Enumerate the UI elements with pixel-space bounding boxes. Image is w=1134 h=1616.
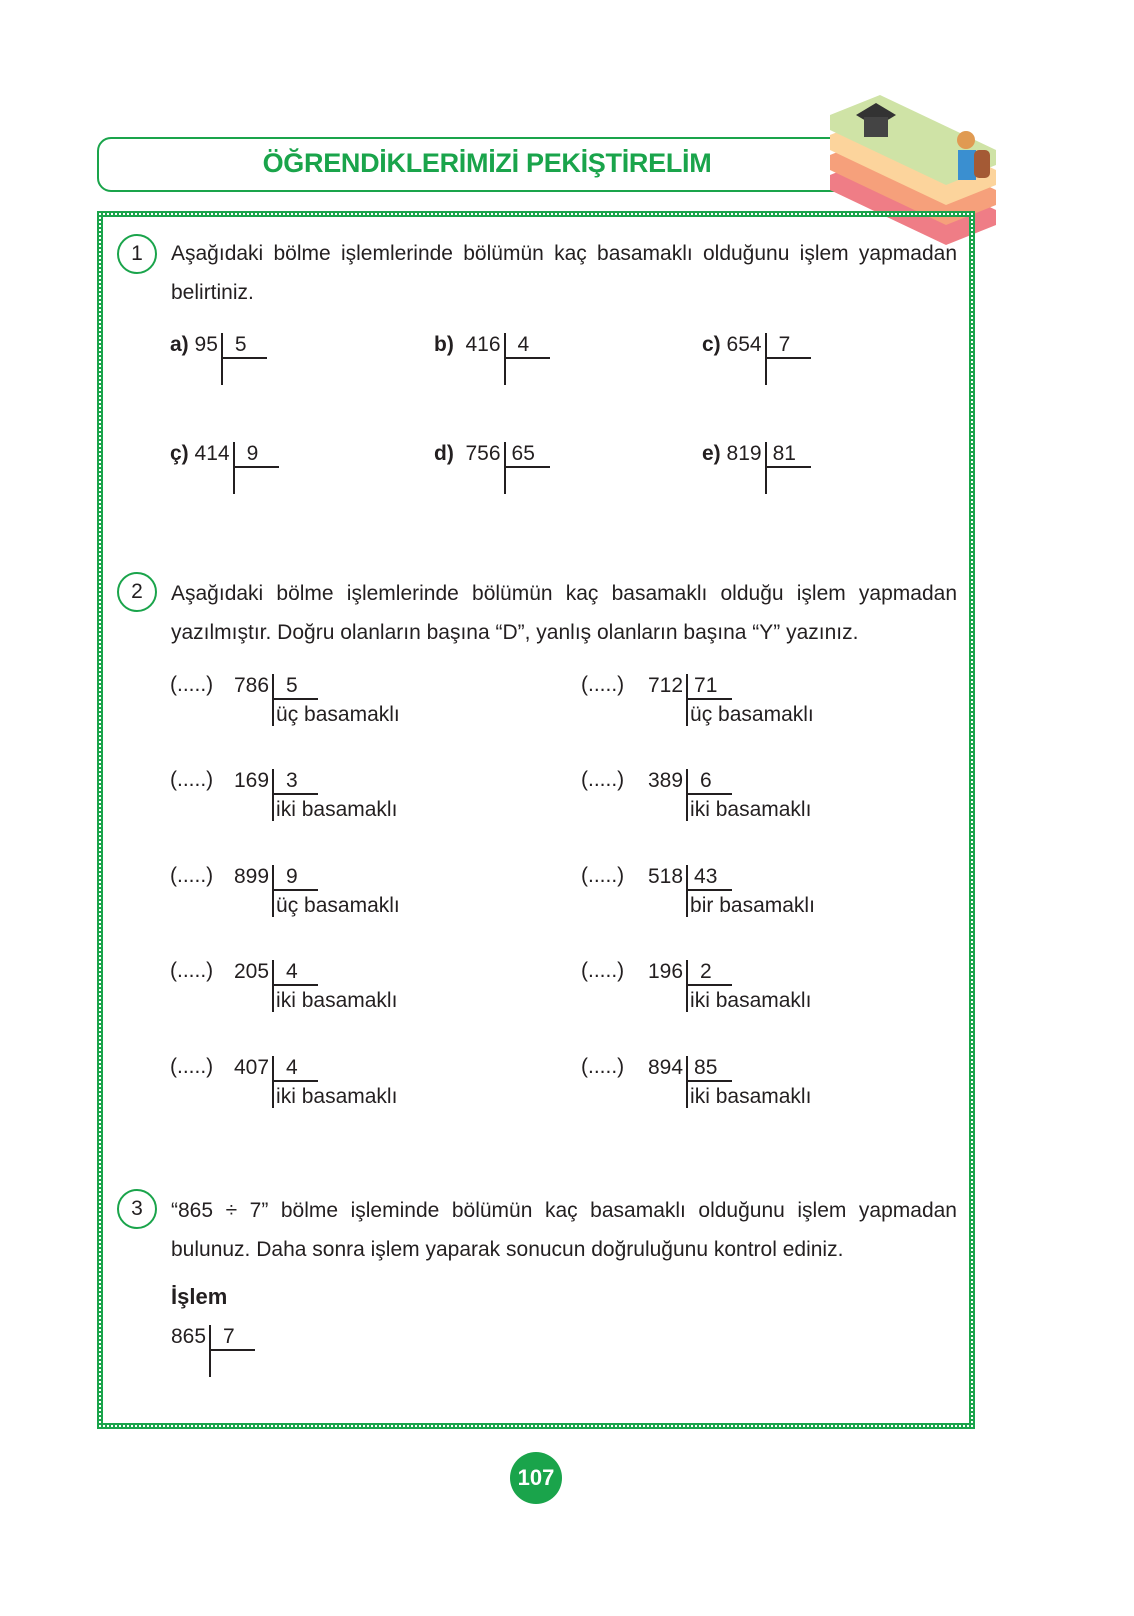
- division-item: [170, 442, 279, 494]
- divisor: 6: [688, 769, 732, 795]
- division-item: [170, 333, 267, 385]
- question-1-text: Aşağıdaki bölme işlemlerinde bölümün kaç basamaklı olduğunu işlem yapmadan belirtiniz.: [171, 242, 957, 304]
- divisor: 3: [274, 769, 318, 795]
- division-item: [234, 960, 397, 1012]
- answer-blank[interactable]: (.....): [581, 959, 625, 982]
- answer-blank[interactable]: (.....): [170, 768, 214, 791]
- division-item: [234, 1056, 397, 1108]
- page-number: 107: [510, 1452, 562, 1504]
- division-item: [648, 865, 815, 917]
- divisor: 2: [688, 960, 732, 986]
- division-item: [234, 865, 400, 917]
- quotient-claim: iki basamaklı: [690, 798, 812, 821]
- dividend: 786: [234, 674, 270, 697]
- answer-blank[interactable]: (.....): [581, 1055, 625, 1078]
- answer-blank[interactable]: (.....): [170, 1055, 214, 1078]
- answer-blank[interactable]: (.....): [170, 864, 214, 887]
- dividend: 712: [648, 674, 684, 697]
- dividend: 205: [234, 960, 270, 983]
- item-label: e): [702, 442, 721, 465]
- question-2-text: Aşağıdaki bölme işlemlerinde bölümün kaç basamaklı olduğu işlem yapmadan yazılmıştır. Doğru olanların başına “D”, yanlış olanların başına “Y” yazınız.: [171, 582, 957, 644]
- quotient-claim: iki basamaklı: [276, 989, 398, 1012]
- division-item: [434, 333, 550, 385]
- quotient-claim: iki basamaklı: [276, 798, 398, 821]
- divisor: 4: [506, 333, 550, 359]
- quotient-claim: iki basamaklı: [276, 1085, 398, 1108]
- division-item: [434, 442, 550, 494]
- dividend: 389: [648, 769, 684, 792]
- dividend: 95: [194, 333, 218, 356]
- page-title: ÖĞRENDİKLERİMİZİ PEKİŞTİRELİM: [262, 148, 712, 178]
- dividend: 756: [465, 442, 501, 465]
- divisor: 9: [235, 442, 279, 468]
- division-item: [648, 1056, 811, 1108]
- answer-blank[interactable]: (.....): [581, 864, 625, 887]
- answer-blank[interactable]: (.....): [581, 768, 625, 791]
- answer-blank[interactable]: (.....): [170, 959, 214, 982]
- divisor: 85: [688, 1056, 732, 1082]
- divisor: 7: [767, 333, 811, 359]
- dividend: 865: [171, 1325, 207, 1348]
- question-3-text: “865 ÷ 7” bölme işleminde bölümün kaç basamaklı olduğunu işlem yapmadan bulunuz. Daha sonra işlem yaparak sonucun doğruluğunu kontrol ediniz.: [171, 1199, 957, 1261]
- dividend: 894: [648, 1056, 684, 1079]
- divisor: 4: [274, 960, 318, 986]
- divisor: 4: [274, 1056, 318, 1082]
- quotient-claim: iki basamaklı: [690, 1085, 812, 1108]
- dividend: 414: [194, 442, 230, 465]
- dividend: 169: [234, 769, 270, 792]
- divisor: 5: [223, 333, 267, 359]
- divisor: 65: [506, 442, 550, 468]
- division-item: [648, 674, 814, 726]
- divisor: 9: [274, 865, 318, 891]
- dividend: 819: [726, 442, 762, 465]
- dividend: 407: [234, 1056, 270, 1079]
- quotient-claim: üç basamaklı: [276, 703, 400, 726]
- dividend: 196: [648, 960, 684, 983]
- item-label: ç): [170, 442, 189, 465]
- division-item: [234, 769, 397, 821]
- question-number-3: 3: [117, 1189, 157, 1229]
- dividend: 654: [726, 333, 762, 356]
- division-item: [234, 674, 400, 726]
- item-label: d): [434, 442, 454, 465]
- quotient-claim: bir basamaklı: [690, 894, 815, 917]
- answer-blank[interactable]: (.....): [581, 673, 625, 696]
- divisor: 7: [211, 1325, 255, 1351]
- divisor: 81: [767, 442, 811, 468]
- quotient-claim: iki basamaklı: [690, 989, 812, 1012]
- division-item: [702, 442, 811, 494]
- division-item: [702, 333, 811, 385]
- divisor: 71: [688, 674, 732, 700]
- dividend: 416: [465, 333, 501, 356]
- answer-blank[interactable]: (.....): [170, 673, 214, 696]
- division-item: [648, 769, 811, 821]
- divisor: 43: [688, 865, 732, 891]
- item-label: c): [702, 333, 721, 356]
- quotient-claim: üç basamaklı: [276, 894, 400, 917]
- question-number-2: 2: [117, 572, 157, 612]
- division-item: [171, 1325, 255, 1377]
- divisor: 5: [274, 674, 318, 700]
- work-label: İşlem: [171, 1284, 228, 1309]
- dividend: 899: [234, 865, 270, 888]
- dividend: 518: [648, 865, 684, 888]
- quotient-claim: üç basamaklı: [690, 703, 814, 726]
- item-label: a): [170, 333, 189, 356]
- item-label: b): [434, 333, 454, 356]
- division-item: [648, 960, 811, 1012]
- question-number-1: 1: [117, 234, 157, 274]
